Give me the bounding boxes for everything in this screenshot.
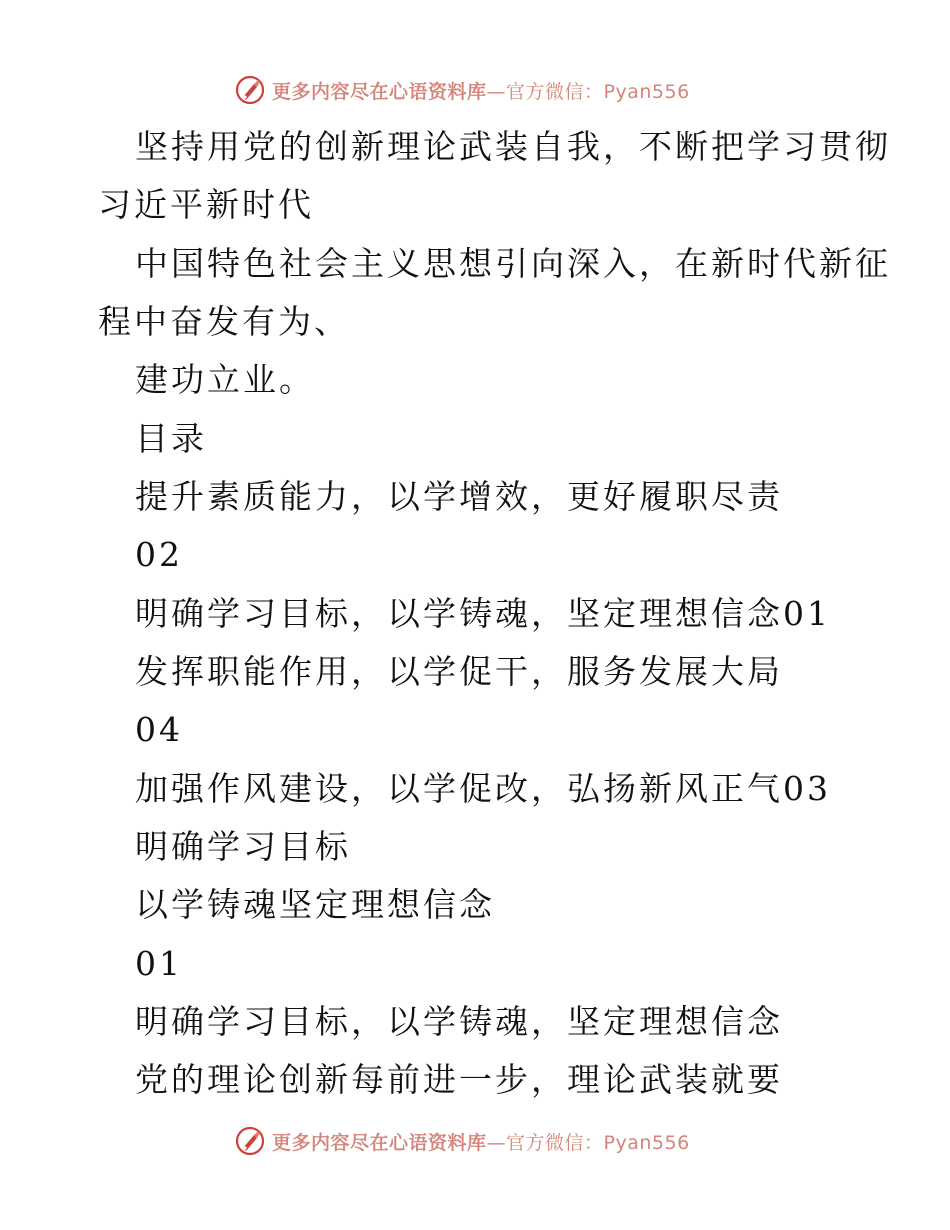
- section-subheading: 以学铸魂坚定理想信念: [135, 885, 495, 924]
- watermark-brand: 更多内容尽在心语资料库: [272, 80, 487, 103]
- watermark-text: [272, 1128, 690, 1155]
- body-line: 党的理论创新每前进一步，理论武装就要: [135, 1060, 783, 1099]
- body-line: 建功立业。: [135, 360, 315, 399]
- toc-number: 04: [135, 710, 183, 749]
- toc-entry: 发挥职能作用，以学促干，服务发展大局: [135, 652, 783, 691]
- header-watermark: [234, 73, 690, 107]
- watermark-contact: 官方微信：Pyan556: [506, 1131, 690, 1154]
- section-title: 明确学习目标，以学铸魂，坚定理想信念: [135, 1002, 783, 1041]
- pen-logo-icon: [234, 1125, 266, 1157]
- section-heading: 明确学习目标: [135, 827, 351, 866]
- body-line: 坚持用党的创新理论武装自我，不断把学习贯彻: [135, 127, 891, 166]
- watermark-separator: —: [486, 1131, 507, 1154]
- section-number: 01: [135, 944, 183, 983]
- pen-logo-icon: [234, 74, 266, 106]
- footer-watermark: [234, 1124, 690, 1158]
- watermark-contact: 官方微信：Pyan556: [506, 80, 690, 103]
- toc-entry: 提升素质能力，以学增效，更好履职尽责: [135, 477, 783, 516]
- body-line: 程中奋发有为、: [98, 302, 350, 341]
- watermark-brand: 更多内容尽在心语资料库: [272, 1131, 487, 1154]
- body-line: 习近平新时代: [98, 185, 314, 224]
- toc-heading: 目录: [135, 419, 207, 458]
- toc-entry: 明确学习目标，以学铸魂，坚定理想信念01: [135, 594, 831, 633]
- watermark-text: [272, 77, 690, 104]
- body-line: 中国特色社会主义思想引向深入，在新时代新征: [135, 244, 891, 283]
- watermark-separator: —: [486, 80, 507, 103]
- toc-number: 02: [135, 535, 183, 574]
- toc-entry: 加强作风建设，以学促改，弘扬新风正气03: [135, 769, 831, 808]
